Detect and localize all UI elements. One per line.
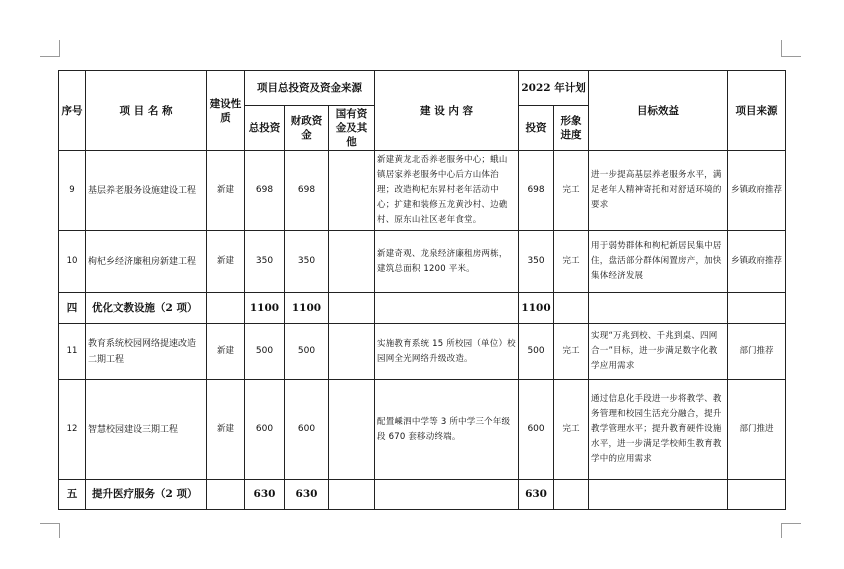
row-benefit: 通过信息化手段进一步将教学、教务管理和校园生活充分融合，提升教学管理水平；提升教育硬件设施水平，进一步满足学校师生教育教学中的应用需求 — [589, 380, 728, 480]
row-name: 智慧校园建设三期工程 — [86, 380, 207, 480]
header-plan-progress: 形象进度 — [554, 106, 589, 151]
section-benefit — [589, 480, 728, 510]
row-content: 实施教育系统 15 所校园（单位）校园网全光网络升级改造。 — [375, 324, 519, 380]
row-total: 600 — [245, 380, 285, 480]
header-investment-group: 项目总投资及资金来源 — [245, 71, 375, 106]
section-fiscal: 1100 — [285, 293, 329, 324]
header-seq: 序号 — [59, 71, 86, 151]
row-total: 698 — [245, 151, 285, 231]
table-row — [59, 231, 786, 293]
row-progress: 完工 — [554, 151, 589, 231]
section-content — [375, 293, 519, 324]
crop-mark-tr-v — [781, 40, 782, 57]
row-source: 部门推进 — [728, 380, 786, 480]
project-table — [58, 70, 786, 510]
row-benefit: 进一步提高基层养老服务水平，满足老年人精神寄托和对舒适环境的要求 — [589, 151, 728, 231]
row-source: 乡镇政府推荐 — [728, 231, 786, 293]
crop-mark-br-v — [781, 523, 782, 538]
row-content: 新建黄龙北岙养老服务中心；蛾山镇居家养老服务中心后方山体治理；改造枸杞东昇村老年活动中心；扩建和装修五龙黄沙村、边礁村、原东山社区老年食堂。 — [375, 151, 519, 231]
header-state-funds: 国有资金及其他 — [329, 106, 375, 151]
row-nature: 新建 — [207, 380, 245, 480]
row-name: 枸杞乡经济廉租房新建工程 — [86, 231, 207, 293]
row-nature: 新建 — [207, 151, 245, 231]
section-name: 提升医疗服务（2 项） — [86, 480, 207, 510]
row-nature: 新建 — [207, 231, 245, 293]
section-fiscal: 630 — [285, 480, 329, 510]
section-total: 1100 — [245, 293, 285, 324]
section-total: 630 — [245, 480, 285, 510]
section-plan-invest: 630 — [519, 480, 554, 510]
row-source: 乡镇政府推荐 — [728, 151, 786, 231]
row-total: 350 — [245, 231, 285, 293]
row-content: 配置嵊泗中学等 3 所中学三个年级段 670 套移动终端。 — [375, 380, 519, 480]
crop-mark-tr-h — [781, 56, 801, 57]
row-state — [329, 380, 375, 480]
row-progress: 完工 — [554, 380, 589, 480]
row-state — [329, 151, 375, 231]
row-seq: 11 — [59, 324, 86, 380]
section-nature — [207, 480, 245, 510]
crop-mark-tl-v — [59, 40, 60, 57]
row-state — [329, 324, 375, 380]
header-name: 项 目 名 称 — [86, 71, 207, 151]
crop-mark-bl-h — [40, 523, 60, 524]
table-row — [59, 324, 786, 380]
row-plan-invest: 350 — [519, 231, 554, 293]
row-benefit: 用于弱势群体和枸杞新居民集中居住，盘活部分群体闲置房产，加快集体经济发展 — [589, 231, 728, 293]
row-seq: 12 — [59, 380, 86, 480]
header-plan-investment: 投资 — [519, 106, 554, 151]
row-plan-invest: 500 — [519, 324, 554, 380]
section-row — [59, 293, 786, 324]
row-fiscal: 350 — [285, 231, 329, 293]
header-fiscal-funds: 财政资金 — [285, 106, 329, 151]
section-seq: 四 — [59, 293, 86, 324]
row-name: 教育系统校园网络提速改造二期工程 — [86, 324, 207, 380]
section-name: 优化文教设施（2 项） — [86, 293, 207, 324]
crop-mark-bl-v — [59, 523, 60, 538]
row-name: 基层养老服务设施建设工程 — [86, 151, 207, 231]
header-source: 项目来源 — [728, 71, 786, 151]
row-nature: 新建 — [207, 324, 245, 380]
table-row — [59, 380, 786, 480]
row-progress: 完工 — [554, 231, 589, 293]
section-source — [728, 293, 786, 324]
section-content — [375, 480, 519, 510]
header-content: 建 设 内 容 — [375, 71, 519, 151]
section-row — [59, 480, 786, 510]
row-fiscal: 698 — [285, 151, 329, 231]
header-plan-group: 2022 年计划 — [519, 71, 589, 106]
row-source: 部门推荐 — [728, 324, 786, 380]
header-benefit: 目标效益 — [589, 71, 728, 151]
section-plan-invest: 1100 — [519, 293, 554, 324]
section-nature — [207, 293, 245, 324]
crop-mark-tl-h — [40, 56, 60, 57]
crop-mark-br-h — [781, 523, 801, 524]
header-nature: 建设性质 — [207, 71, 245, 151]
section-benefit — [589, 293, 728, 324]
row-seq: 10 — [59, 231, 86, 293]
table-row — [59, 151, 786, 231]
row-plan-invest: 600 — [519, 380, 554, 480]
section-state — [329, 480, 375, 510]
header-total-investment: 总投资 — [245, 106, 285, 151]
section-progress — [554, 293, 589, 324]
section-state — [329, 293, 375, 324]
row-fiscal: 500 — [285, 324, 329, 380]
row-fiscal: 600 — [285, 380, 329, 480]
section-progress — [554, 480, 589, 510]
row-state — [329, 231, 375, 293]
section-seq: 五 — [59, 480, 86, 510]
row-progress: 完工 — [554, 324, 589, 380]
row-total: 500 — [245, 324, 285, 380]
row-seq: 9 — [59, 151, 86, 231]
row-plan-invest: 698 — [519, 151, 554, 231]
row-content: 新建奇观、龙泉经济廉租房两栋，建筑总面积 1200 平米。 — [375, 231, 519, 293]
section-source — [728, 480, 786, 510]
row-benefit: 实现“万兆到校、千兆到桌、四网合一”目标，进一步满足数字化教学应用需求 — [589, 324, 728, 380]
